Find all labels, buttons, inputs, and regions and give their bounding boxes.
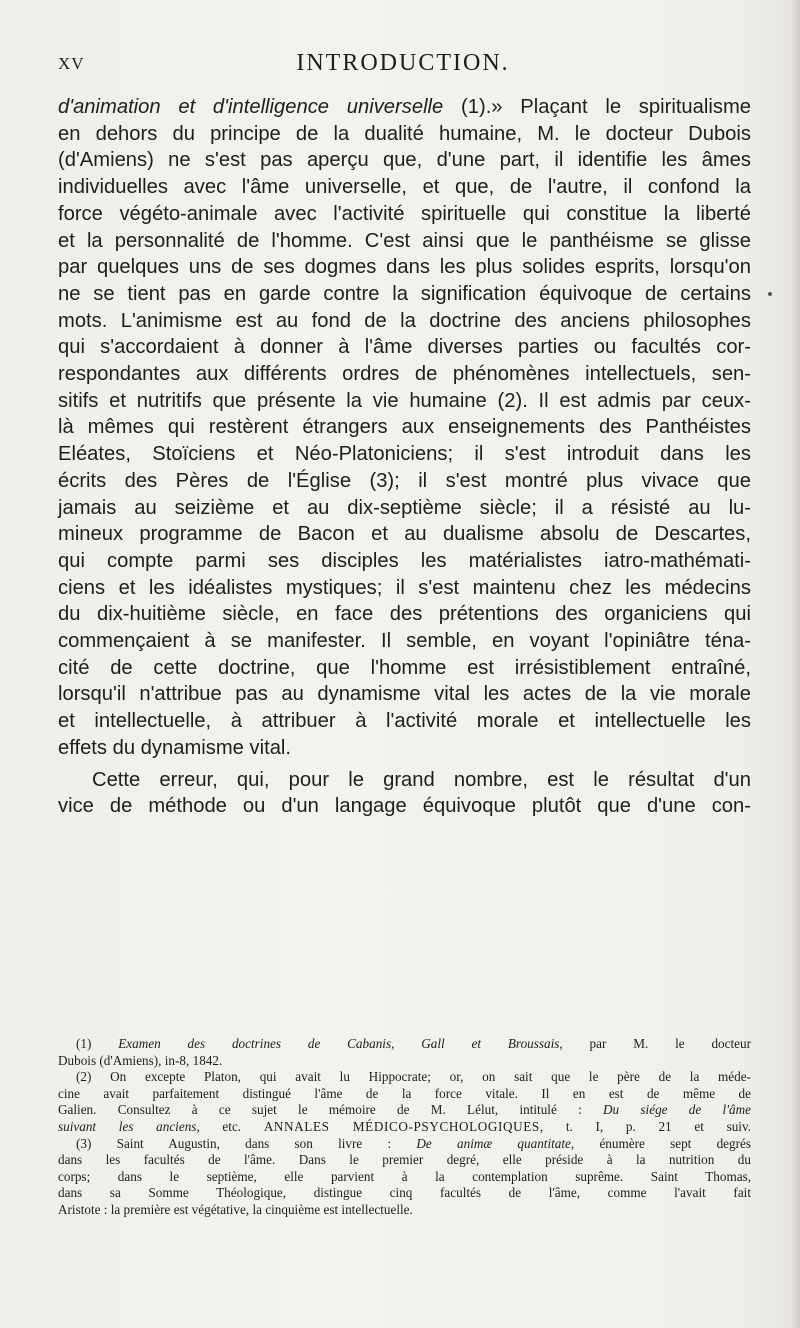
footnote-italic-run: Du siége de l'âme [603, 1102, 751, 1118]
footnote-text-run: Dubois (d'Amiens), in-8, 1842. [58, 1052, 223, 1068]
footnote-text-run: cine avait parfaitement distingué l'âme de la force vitale. Il en est de même de [58, 1085, 751, 1101]
footnote-text-run: dans sa Somme Théologique, distingue cinq facultés de l'âme, comme l'avait fait [58, 1185, 751, 1201]
body-line: ciens et les idéalistes mystiques; il s'est maintenu chez les médecins [58, 576, 751, 599]
footnote-text-run: , énumère sept degrés [570, 1135, 751, 1151]
body-line: individuelles avec l'âme universelle, et que, de l'autre, il confond la [58, 176, 751, 199]
body-line [58, 94, 751, 121]
body-line: Eléates, Stoïciens et Néo-Platoniciens; il s'est introduit dans les [58, 443, 751, 466]
footnote-text-run: corps; dans le septième, elle parvient à la contemplation suprême. Saint Thomas, [58, 1168, 751, 1184]
body-line: par quelques uns de ses dogmes dans les plus solides esprits, lorsqu'on [58, 256, 751, 279]
footnote-text-run: ANNALES MÉDICO-PSYCHOLOGIQUES [263, 1118, 540, 1134]
footnote-text-run: dans les facultés de l'âme. Dans le premier degré, elle préside à la nutrition du [58, 1152, 751, 1168]
body-line: respondantes aux différents ordres de phénomènes intellectuels, sen- [58, 363, 751, 386]
footnote-line [58, 1086, 751, 1103]
body-line: écrits des Pères de l'Église (3); il s'est montré plus vivace que [58, 469, 751, 492]
body-line: Cette erreur, qui, pour le grand nombre, est le résultat d'un [92, 768, 751, 791]
body-line: effets du dynamisme vital. [58, 736, 292, 759]
body-line: là mêmes qui restèrent étrangers aux enseignements des Panthéistes [58, 416, 751, 439]
page-edge [792, 0, 800, 1328]
body-line: (d'Amiens) ne s'est pas aperçu que, d'une part, il identifie les âmes [58, 149, 751, 172]
footnote-line [58, 1119, 751, 1136]
body-line: et intellectuelle, à attribuer à l'activité morale et intellectuelle les [58, 710, 751, 733]
footnote-italic-run: De animæ quantitate [416, 1135, 571, 1151]
footnote-line [58, 1185, 751, 1202]
page-header [58, 50, 748, 80]
body-line: jamais au seizième et au dix-septième siècle; il a résisté au lu- [58, 496, 751, 519]
footnote-text-run: , t. I, p. 21 et suiv. [539, 1118, 751, 1134]
body-line: en dehors du principe de la dualité humaine, M. le docteur Dubois [58, 122, 751, 145]
body-text-run: (1).» Plaçant le spiritualisme [443, 96, 751, 118]
body-line: ne se tient pas en garde contre la signification équivoque de certains [58, 282, 751, 305]
footnote-line [58, 1036, 751, 1053]
body-line: mineux programme de Bacon et au dualisme absolu de Descartes, [58, 523, 751, 546]
footnote-text-run: (3) Saint Augustin, dans son livre : [76, 1135, 417, 1151]
footnote-text-run: Galien. Consultez à ce sujet le mémoire de M. Lélut, intitulé : [58, 1102, 604, 1118]
footnote-line [58, 1136, 751, 1153]
footnote-line [58, 1053, 751, 1070]
body-text [58, 94, 751, 820]
footnote-italic-run: suivant les anciens [58, 1118, 197, 1134]
body-line: commençaient à se manifester. Il semble, en voyant l'opiniâtre téna- [58, 630, 751, 653]
footnote-text-run: , par M. le docteur [559, 1036, 751, 1051]
running-head: INTRODUCTION. [296, 50, 510, 76]
body-line: qui s'accordaient à donner à l'âme diverses parties ou facultés cor- [58, 336, 751, 359]
body-line: du dix-huitième siècle, en face des prétentions des organiciens qui [58, 603, 751, 626]
footnotes [58, 1036, 751, 1219]
body-line: vice de méthode ou d'un langage équivoque plutôt que d'une con- [58, 795, 751, 818]
footnote-text-run: (1) [76, 1036, 119, 1051]
body-line: qui compte parmi ses disciples les matérialistes iatro-mathémati- [58, 549, 751, 572]
footnote-line [58, 1102, 751, 1119]
italic-title: d'animation et d'intelligence universelle [58, 96, 444, 118]
body-line: lorsqu'il n'attribue pas au dynamisme vital les actes de la vie morale [58, 683, 751, 706]
footnote-line [58, 1069, 751, 1086]
body-line: force végéto-animale avec l'activité spirituelle qui constitue la liberté [58, 202, 751, 225]
body-line: cité de cette doctrine, que l'homme est irrésistiblement entraîné, [58, 656, 751, 679]
footnote-text-run: (2) On excepte Platon, qui avait lu Hippocrate; or, on sait que le père de la méde- [76, 1069, 751, 1085]
footnote-italic-run: Examen des doctrines de Cabanis, Gall et Broussais [118, 1036, 560, 1051]
footnote-text-run: , etc. [196, 1118, 264, 1134]
body-line: et la personnalité de l'homme. C'est ainsi que le panthéisme se glisse [58, 229, 751, 252]
footnote-line [58, 1152, 751, 1169]
body-line: sitifs et nutritifs que présente la vie humaine (2). Il est admis par ceux- [58, 389, 751, 412]
footnote-line [58, 1202, 751, 1219]
ink-speck [768, 292, 772, 296]
footnote-text-run: Aristote : la première est végétative, la cinquième est intellectuelle. [58, 1201, 413, 1217]
body-line: mots. L'animisme est au fond de la doctrine des anciens philosophes [58, 309, 751, 332]
footnote-line [58, 1169, 751, 1186]
page-number: XV [58, 54, 85, 73]
